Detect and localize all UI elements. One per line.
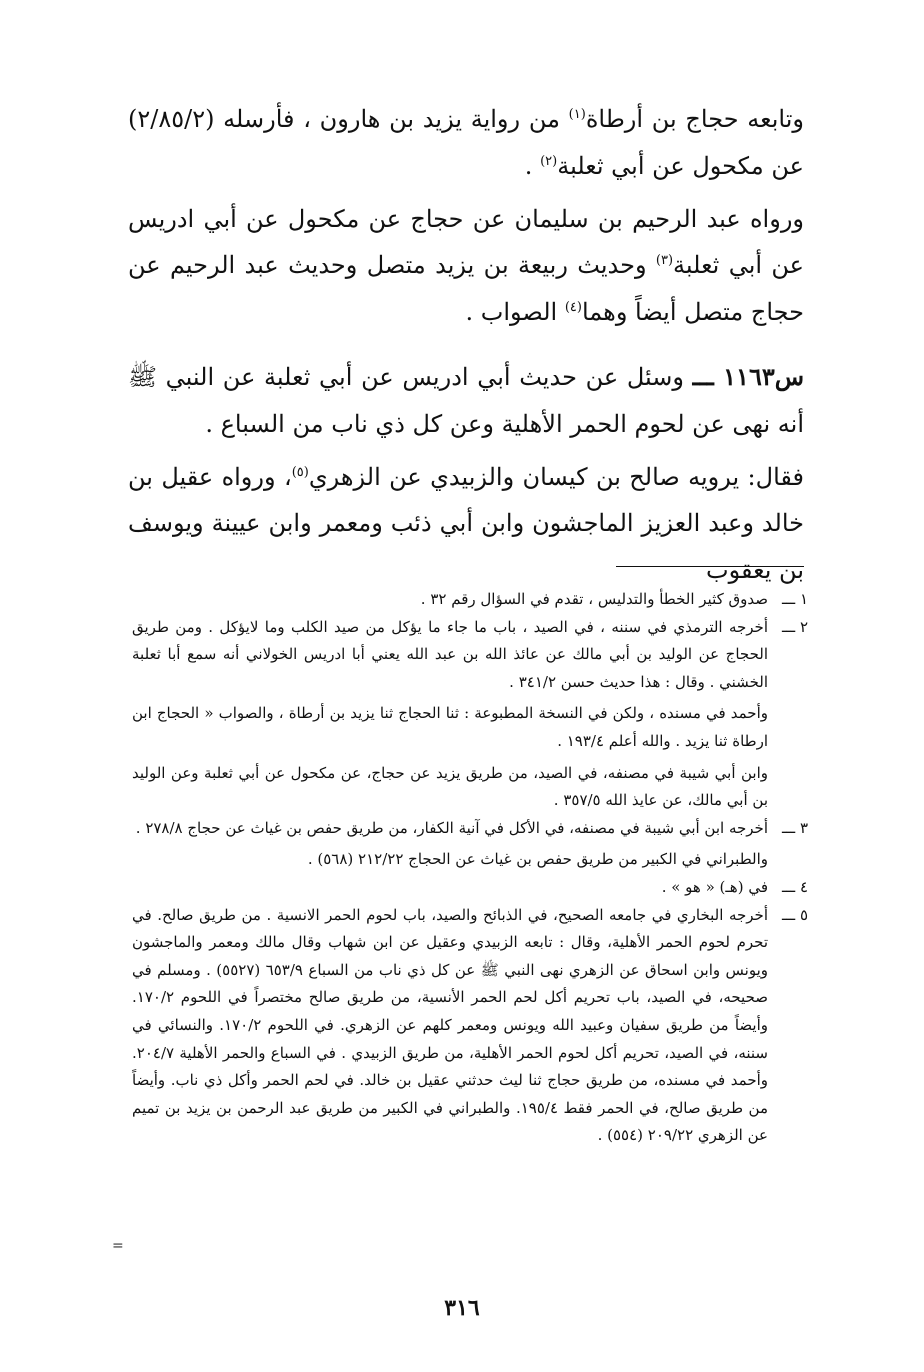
text-run: الصواب . [465, 298, 565, 327]
footnote-body [132, 614, 768, 815]
text-run: من رواية يزيد بن هارون ، فأرسله (٢/٨٥/٢) عن مكحول عن أبي ثعلبة [128, 105, 804, 180]
footnote-line: وابن أبي شيبة في مصنفه، في الصيد، من طريق يزيد عن حجاج، عن مكحول عن أبي ثعلبة وعن الوليد بن أبي مالك، عن عايذ الله ٣٥٧/٥ . [132, 763, 768, 810]
footnote-line: والطبراني في الكبير من طريق حفص بن غياث عن الحجاج ٢١٢/٢٢ (٥٦٨) . [307, 850, 768, 869]
footnote-line: صدوق كثير الخطأ والتدليس ، تقدم في السؤال رقم ٣٢ . [420, 590, 768, 608]
question-text: وسئل عن حديث أبي ادريس عن أبي ثعلبة عن النبي ﷺ أنه نهى عن لحوم الحمر الأهلية وعن كل ذي ناب من السباع . [128, 362, 804, 438]
footnote-line: أخرجه ابن أبي شيبة في مصنفه، في الأكل في آنية الكفار، من طريق حفص بن غياث عن حجاج ٢٧٨/٨ . [135, 818, 768, 837]
footnote-3 [132, 815, 808, 874]
margin-mark: = [112, 1238, 124, 1254]
footnote-number: ٤ ـــ [781, 877, 808, 896]
footnote-5 [132, 902, 808, 1150]
footnote-line: أخرجه الترمذي في سننه ، في الصيد ، باب ما جاء ما يؤكل من صيد الكلب وما لايؤكل . ومن طريق الحجاج عن الوليد بن أبي مالك عن عائذ الله بن عبد الله يعني أبا ادريس الخولاني أنه سمع أبا ثعلبة الخشني . وقال : هذا حديث حسن ٣٤١/٢ . [132, 617, 768, 691]
footnote-ref-1[interactable]: (١) [568, 107, 586, 122]
text-run: ، ورواه عقيل بن خالد وعبد العزيز الماجشون وابن أبي ذئب ومعمر وابن عيينة ويوسف بن يعقوب [128, 462, 804, 585]
footnote-ref-5[interactable]: (٥) [291, 464, 309, 480]
text-run: . [524, 151, 541, 180]
text-run: وتابعه حجاج بن أرطاة [585, 105, 804, 133]
footnote-body [132, 586, 768, 614]
paragraph-1 [128, 96, 804, 190]
question-number: س١١٦٣ ـــ [692, 361, 805, 391]
footnote-ref-4[interactable]: (٤) [564, 300, 582, 316]
footnote-line: أخرجه البخاري في جامعه الصحيح، في الذبائح والصيد، باب لحوم الحمر الانسية . من طريق صالح. في تحرم لحوم الحمر الأهلية، وقال : تابعه الزبيدي وعقيل عن ابن شهاب وقال مالك ومعمر والماجشون ويونس وابن اسحاق عن الزهري نهى النبي ﷺ عن كل ذي ناب من السباع ٦٥٣/٩ (٥٥٢٧) . ومسلم في صحيحه، في الصيد، باب تحريم أكل لحم الحمر الأنسية، من طريق صالح مختصراً في اللحوم ١٧٠/٢. وأيضاً من طريق سفيان وعبيد الله ويونس ومعمر كلهم عن الزهري. في اللحوم ١٧٠/٢. والنسائي في سننه، في الصيد، تحريم أكل لحوم الحمر الأهلية، من طريق الزبيدي . في السباع والحمر الأهلية ٢٠٤/٧. وأحمد في مسنده، من طريق حجاج ثنا ليث حدثني عقيل بن خالد. في لحم الحمر وأكل ذي ناب. وأيضاً من طريق صالح، في الحمر فقط ١٩٥/٤. والطبراني في الكبير من طريق عبد الرحمن بن يزيد بن تميم عن الزهري ٢٠٩/٢٢ (٥٥٤) . [132, 905, 768, 1145]
paragraph-4 [128, 454, 804, 594]
footnote-number: ٣ ـــ [781, 818, 808, 837]
footnote-2 [132, 614, 808, 815]
footnote-line: في (هـ) « هو » . [661, 877, 768, 896]
text-run: ورواه عبد الرحيم بن سليمان عن حجاج عن مكحول عن أبي ادريس عن أبي ثعلبة [128, 204, 804, 280]
footnote-number: ٥ ـــ [781, 905, 808, 924]
paragraph-2 [128, 196, 804, 336]
footnote-4 [132, 874, 808, 902]
footnote-separator [616, 566, 804, 567]
main-text [128, 96, 804, 600]
footnote-number: ١ ـــ [781, 590, 808, 608]
footnote-1 [132, 586, 808, 614]
footnote-body [132, 902, 768, 1150]
footnote-body [132, 815, 768, 874]
footnote-line: وأحمد في مسنده ، ولكن في النسخة المطبوعة : ثنا الحجاج ثنا يزيد بن أرطاة ، والصواب « الحجاج ابن ارطاة ثنا يزيد . والله أعلم ١٩٣/٤ . [132, 704, 768, 750]
page-number: ٣١٦ [444, 1295, 480, 1321]
text-run: وحديث ربيعة بن يزيد متصل وحديث عبد الرحيم عن حجاج متصل أيضاً وهما [128, 251, 804, 327]
text-run: فقال: يرويه صالح بن كيسان والزبيدي عن الزهري [308, 462, 805, 491]
footnote-body [132, 874, 768, 902]
question-paragraph [128, 354, 804, 448]
footnotes [132, 586, 808, 1150]
footnote-ref-3[interactable]: (٣) [655, 253, 674, 269]
footnote-ref-2[interactable]: (٢) [540, 153, 558, 169]
footnote-number: ٢ ـــ [781, 617, 808, 636]
